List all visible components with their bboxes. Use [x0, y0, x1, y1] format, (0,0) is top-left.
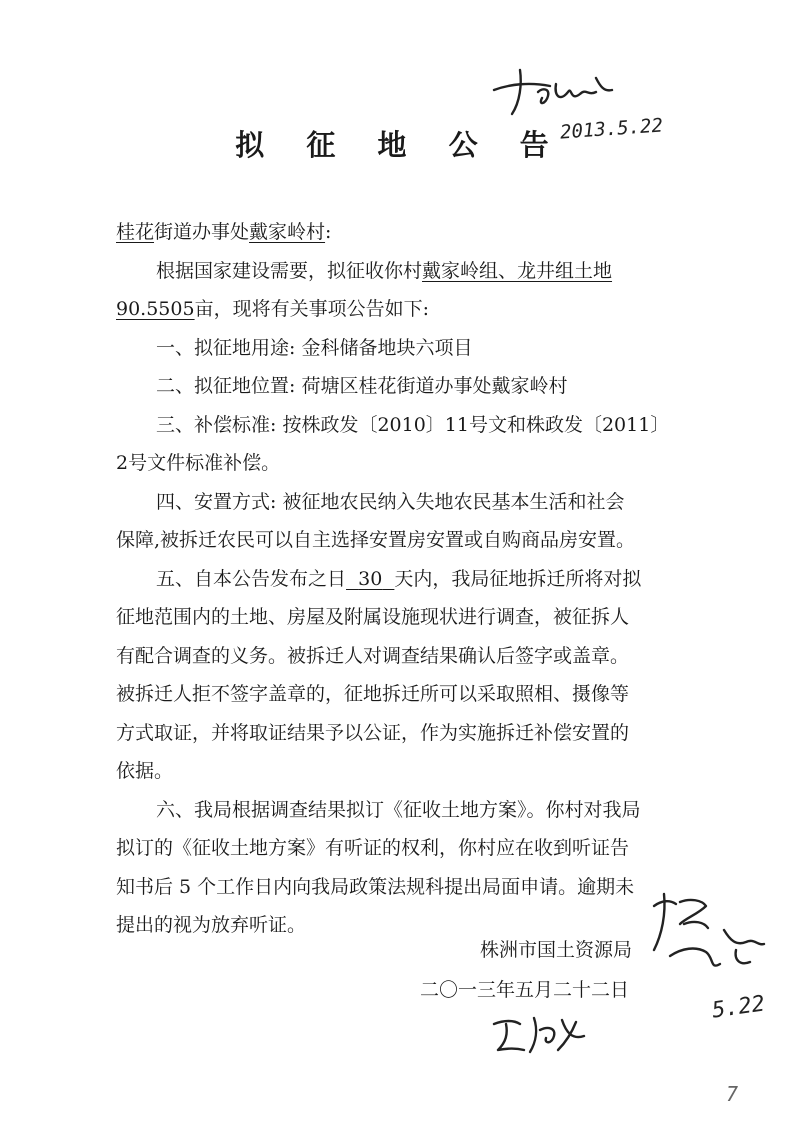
notice-body: [116, 213, 726, 945]
item-hearing-3: 知书后 5 个工作日内向我局政策法规科提出局面申请。逾期未: [116, 875, 635, 898]
item-compensation-1: 三、补偿标准: 按株政发〔2010〕11号文和株政发〔2011〕: [156, 413, 670, 436]
item-hearing-4: 提出的视为放弃听证。: [116, 914, 307, 936]
issue-date: 二〇一三年五月二十二日: [420, 979, 630, 1001]
handwritten-signature-right: [640, 890, 770, 1000]
item-resettle-1: 四、安置方式: 被征地农民纳入失地农民基本生活和社会: [156, 490, 625, 513]
intro-suffix: 亩，现将有关事项公告如下:: [194, 298, 429, 320]
intro-line-1: [116, 252, 726, 291]
survey-prefix: 五、自本公告发布之日: [156, 567, 347, 590]
intro-line-2: [116, 290, 726, 329]
survey-days: [346, 568, 394, 590]
item-survey-6: 依据。: [116, 760, 174, 782]
item-location: 二、拟征地位置: 荷塘区桂花街道办事处戴家岭村: [156, 375, 568, 397]
land-area: 90.5505: [116, 298, 195, 320]
handwritten-signature-top: [490, 62, 620, 122]
issuing-organization: 株洲市国土资源局: [480, 939, 633, 961]
addressee-line: [116, 213, 726, 252]
item-survey-1: [116, 560, 726, 599]
intro-prefix: 根据国家建设需要，拟征收你村: [156, 259, 423, 282]
village-name: 戴家岭村: [249, 221, 326, 243]
item-survey-2: 征地范围内的土地、房屋及附属设施现状进行调查，被征拆人: [116, 606, 630, 628]
item-purpose: 一、拟征地用途: 金科储备地块六项目: [156, 336, 473, 359]
item-survey-5: 方式取证，并将取证结果予以公证，作为实施拆迁补偿安置的: [116, 721, 630, 744]
item-hearing-1: 六、我局根据调查结果拟订《征收土地方案》。你村对我局: [156, 798, 641, 821]
item-compensation-2: 2号文件标准补偿。: [116, 452, 281, 474]
handwritten-date-right: 5.22: [710, 991, 767, 1024]
addressee-colon: :: [325, 221, 332, 243]
item-resettle-2: 保障,被拆迁农民可以自主选择安置房安置或自购商品房安置。: [116, 529, 636, 551]
street-name: 桂花: [116, 221, 155, 243]
page-mark: 7: [726, 1082, 739, 1106]
land-groups: 戴家岭组、龙井组土地: [422, 259, 613, 282]
handwritten-date-top: 2013.5.22: [559, 114, 664, 144]
document-title: 拟 征 地 公 告: [235, 128, 565, 162]
survey-days-value: 30: [358, 567, 383, 590]
street-suffix: 街道办事处: [154, 221, 250, 243]
item-survey-4: 被拆迁人拒不签字盖章的，征地拆迁所可以采取照相、摄像等: [116, 683, 630, 705]
handwritten-signature-bottom: [488, 1010, 598, 1058]
item-hearing-2: 拟订的《征收土地方案》有听证的权利，你村应在收到听证告: [116, 837, 630, 859]
survey-suffix: 天内，我局征地拆迁所将对拟: [394, 567, 642, 590]
item-survey-3: 有配合调查的义务。被拆迁人对调查结果确认后签字或盖章。: [116, 644, 630, 667]
